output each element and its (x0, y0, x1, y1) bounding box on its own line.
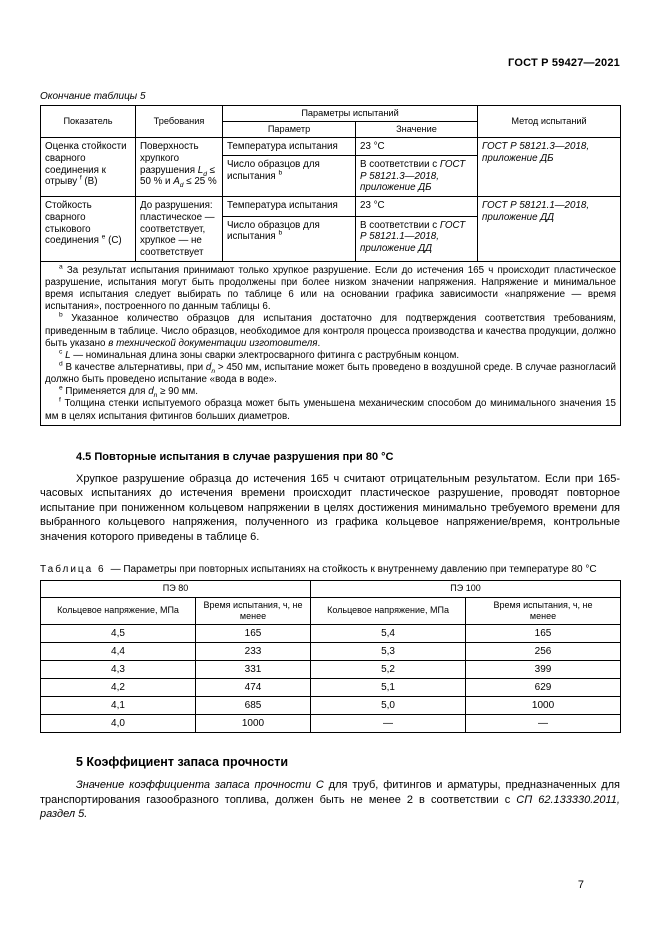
table6-header-hoop-stress-pe80: Кольцевое напряжение, МПа (41, 597, 196, 625)
time-pe100-cell: — (466, 715, 621, 733)
table6-header-time-pe100 (466, 597, 621, 625)
time-pe100-cell: 256 (466, 643, 621, 661)
table5-footnotes (41, 261, 621, 425)
param-cell: Число образцов для испытания $^b$ (223, 216, 356, 261)
table5-header-row-1 (41, 106, 621, 122)
value-cell: В соответствии с ГОСТ Р 58121.1—2018, приложение ДД (356, 216, 478, 261)
table5-header-value: Значение (356, 122, 478, 138)
hoop-stress-pe100-cell: 5,3 (311, 643, 466, 661)
param-cell: Число образцов для испытания $^b$ (223, 155, 356, 196)
section-4-5-heading: 4.5 Повторные испытания в случае разрушения при 80 °С (76, 450, 394, 463)
requirements-cell: Поверхность хрупкого разрушения $L_d \le 50$ % и $A_d \le 25$ % (136, 138, 223, 197)
table-row (41, 197, 621, 216)
hoop-stress-pe100-cell: 5,2 (311, 661, 466, 679)
param-cell: Температура испытания (223, 197, 356, 216)
table6-row (41, 715, 621, 733)
indicator-cell: Стойкость сварного стыкового соединения $^e$ (С) (41, 197, 136, 262)
footnote-c: $^c$ L — номинальная длина зоны сварки электросварного фитинга с раструбным концом. (59, 348, 460, 361)
table6-column-header-row (41, 597, 621, 625)
param-cell: Температура испытания (223, 138, 356, 156)
time-pe80-cell: 233 (196, 643, 311, 661)
hoop-stress-pe80-cell: 4,4 (41, 643, 196, 661)
time-pe80-cell: 165 (196, 625, 311, 643)
value-cell: 23 °С (356, 138, 478, 156)
method-cell: ГОСТ Р 58121.1—2018, приложение ДД (478, 197, 621, 262)
table5-footnotes-row (41, 261, 621, 425)
table6-group-header-row (41, 581, 621, 597)
method-cell: ГОСТ Р 58121.3—2018, приложение ДБ (478, 138, 621, 197)
time-pe80-cell: 685 (196, 697, 311, 715)
table6-row (41, 697, 621, 715)
time-pe80-cell: 331 (196, 661, 311, 679)
requirements-cell: До разрушения: пластическое — соответствует, хрупкое — не соответствует (136, 197, 223, 262)
value-cell: 23 °С (356, 197, 478, 216)
time-pe80-cell: 1000 (196, 715, 311, 733)
table5-continuation-label: Окончание таблицы 5 (40, 91, 146, 102)
table6-caption-text: — Параметры при повторных испытаниях на стойкость к внутреннему давлению при температуре 80 °С (110, 564, 597, 576)
table6 (40, 580, 621, 733)
hoop-stress-pe100-cell: 5,4 (311, 625, 466, 643)
hoop-stress-pe80-cell: 4,1 (41, 697, 196, 715)
value-cell: В соответствии с ГОСТ Р 58121.3—2018, приложение ДБ (356, 155, 478, 196)
doc-number: ГОСТ Р 59427—2021 (508, 57, 620, 69)
footnote-d: $^d$ В качестве альтернативы, при $d_n > 450$ мм, испытание может быть проведено в воздушной среде. В случае разногласий должно быть проведено испытание «вода в воде». (45, 360, 617, 386)
table5-header-param: Параметр (223, 122, 356, 138)
table6-caption-label: Таблица 6 (40, 564, 106, 576)
table5-header-indicator: Показатель (41, 106, 136, 138)
time-pe100-cell: 165 (466, 625, 621, 643)
table-row (41, 138, 621, 156)
table5-header-test-params: Параметры испытаний (223, 106, 478, 122)
footnote-b: $^b$ Указанное количество образцов для испытания достаточно для подтверждения соответствия требованиям, приведенным в таблице. Число образцов, необходимое для контроля процесса производства и качества продукции, должно быть указано в технической документации изготовителя. (45, 312, 617, 349)
time-pe100-cell: 399 (466, 661, 621, 679)
hoop-stress-pe100-cell: 5,0 (311, 697, 466, 715)
time-pe80-cell: 474 (196, 679, 311, 697)
section-4-5-paragraph: Хрупкое разрушение образца до истечения 165 ч считают отрицательным результатом. Если при 165-часовых испытаниях до истечения времени происходит пластическое разрушение, проводят повторное испытание при пониженном кольцевом напряжении в целях достижения минимально требуемого времени для выбранного кольцевого напряжения, полученного из графика кольцевое напряжение/время, контрольные значения которого приведены в таблице 6. (40, 472, 620, 543)
footnote-e: $^e$ Применяется для $d_n \ge 90$ мм. (59, 384, 198, 400)
hoop-stress-pe100-cell: — (311, 715, 466, 733)
table5 (40, 105, 621, 426)
table6-header-time-pe100-label: Время испытания, ч, не менее (493, 599, 593, 621)
table5-header-method: Метод испытаний (478, 106, 621, 138)
table6-header-pe80: ПЭ 80 (41, 581, 311, 597)
indicator-cell: Оценка стойкости сварного соединения к отрыву $^f$ (В) (41, 138, 136, 197)
time-pe100-cell: 629 (466, 679, 621, 697)
table6-header-hoop-stress-pe100: Кольцевое напряжение, МПа (311, 597, 466, 625)
hoop-stress-pe100-cell: 5,1 (311, 679, 466, 697)
footnote-f: $^f$ Толщина стенки испытуемого образца может быть уменьшена механическим способом до минимального значения 15 мм в целях испытания фитингов больших диаметров. (45, 397, 617, 422)
hoop-stress-pe80-cell: 4,3 (41, 661, 196, 679)
table6-header-time-pe80-label: Время испытания, ч, не менее (203, 599, 303, 621)
hoop-stress-pe80-cell: 4,5 (41, 625, 196, 643)
time-pe100-cell: 1000 (466, 697, 621, 715)
table5-header-requirements: Требования (136, 106, 223, 138)
hoop-stress-pe80-cell: 4,0 (41, 715, 196, 733)
page-number: 7 (577, 879, 584, 891)
table6-row (41, 661, 621, 679)
table6-row (41, 625, 621, 643)
table6-row (41, 643, 621, 661)
table6-row (41, 679, 621, 697)
table6-caption (40, 563, 620, 576)
section-5-heading: 5 Коэффициент запаса прочности (76, 755, 289, 770)
table6-header-pe100: ПЭ 100 (311, 581, 621, 597)
footnote-a: $^a$ За результат испытания принимают только хрупкое разрушение. Если до истечения 165 ч происходит пластическое разрушение, испытания могут быть продолжены при более низком значении напряжения. Напряжение и минимальное время испытания следует выбирать по таблице 6 или на основании графика зависимости «напряжение — время испытания», построенного по данным таблицы 6. (45, 263, 617, 313)
hoop-stress-pe80-cell: 4,2 (41, 679, 196, 697)
section-5-paragraph: Значение коэффициента запаса прочности С для труб, фитингов и арматуры, предназначенных для транспортирования газообразного топлива, должен быть не менее 2 в соответствии с СП 62.133330.2011, раздел 5. (40, 779, 621, 821)
table6-header-time-pe80 (196, 597, 311, 625)
